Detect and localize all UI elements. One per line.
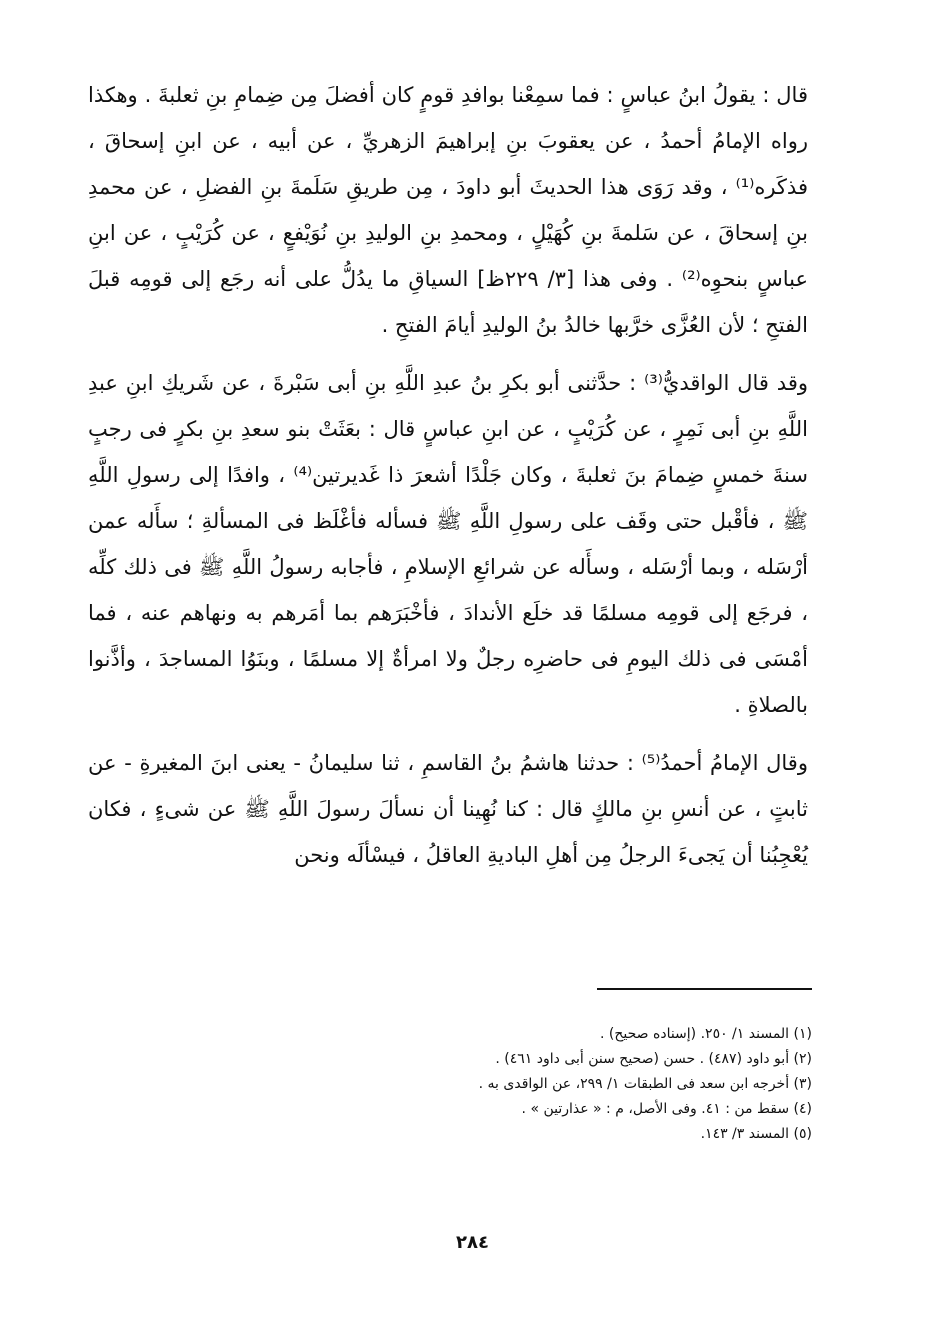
footnote-4: (٤) سقط من : ٤١. وفى الأصل، م : « عذارتين » . (521, 1101, 812, 1117)
main-text (88, 72, 808, 878)
paragraph-2: وقد قال الواقديُّ⁽³⁾ : حدَّثنى أبو بكرِ بنُ عبدِ اللَّهِ بنِ أبى سَبْرةَ ، عن شَريكِ ابنِ عبدِ اللَّهِ بنِ أبى نَمِرٍ ، عن كُرَيْبٍ ، عن ابنِ عباسٍ قال : بعَثَتْ بنو سعدِ بنِ بكرٍ فى رجبٍ سنةَ خمسٍ ضِمامَ بنَ ثعلبةَ ، وكان جَلْدًا أشعرَ ذا غَديرتين⁽⁴⁾ ، وافدًا إلى رسولِ اللَّهِ ﷺ ، فأقْبل حتى وقَف على رسولِ اللَّهِ ﷺ فسأله فأغْلَظ فى المسألةِ ؛ سأَله عمن أرْسَله ، وبما أرْسَله ، وسأَله عن شرائعِ الإسلامِ ، فأجابه رسولُ اللَّهِ ﷺ فى ذلك كلِّه ، فرجَع إلى قومِه مسلمًا قد خلَع الأندادَ ، فأخْبَرَهم بما أمَرهم به ونهاهم عنه ، فما أمْسَى فى ذلك اليومِ فى حاضرِه رجلٌ ولا امرأةٌ إلا مسلمًا ، وبنَوُا المساجدَ ، وأذَّنوا بالصلاةِ . (88, 371, 808, 717)
footnotes (300, 1022, 812, 1147)
footnote-2: (٢) أبو داود (٤٨٧) . حسن (صحيح سنن أبى داود ٤٦١) . (495, 1051, 812, 1067)
footnote-3: (٣) أخرجه ابن سعد فى الطبقات ١/ ٢٩٩، عن الواقدى به . (478, 1076, 812, 1092)
footnote-separator (597, 988, 812, 990)
paragraph-1: قال : يقولُ ابنُ عباسٍ : فما سمِعْنا بوافدِ قومٍ كان أفضلَ مِن ضِمامِ بنِ ثعلبةَ . وهكذا رواه الإمامُ أحمدُ ، عن يعقوبَ بنِ إبراهيمَ الزهريِّ ، عن أبيه ، عن ابنِ إسحاقَ ، فذكَره⁽¹⁾ ، وقد رَوَى هذا الحديثَ أبو داودَ ، مِن طريقِ سَلَمةَ بنِ الفضلِ ، عن محمدِ بنِ إسحاقَ ، عن سَلمةَ بنِ كُهَيْلٍ ، ومحمدِ بنِ الوليدِ بنِ نُوَيْفعٍ ، عن كُرَيْبٍ ، عن ابنِ عباسٍ بنحوِه⁽²⁾ . وفى هذا [٣/ ٢٢٩ظ] السياقِ ما يدُلُّ على أنه رجَع إلى قومِه قبلَ الفتحِ ؛ لأن العُزَّى خرَّبها خالدُ بنُ الوليدِ أيامَ الفتحِ . (88, 83, 809, 337)
footnote-1: (١) المسند ١/ ٢٥٠. (إسناده صحيح) . (600, 1026, 812, 1042)
paragraph-3: وقال الإمامُ أحمدُ⁽⁵⁾ : حدثنا هاشمُ بنُ القاسمِ ، ثنا سليمانُ - يعنى ابنَ المغيرةِ - عن ثابتٍ ، عن أنسِ بنِ مالكٍ قال : كنا نُهِينا أن نسألَ رسولَ اللَّهِ ﷺ عن شىءٍ ، فكان يُعْجِبُنا أن يَجىءَ الرجلُ مِن أهلِ الباديةِ العاقلُ ، فيسْألَه ونحن (88, 751, 808, 867)
page-number: ٢٨٤ (456, 1232, 489, 1253)
footnote-5: (٥) المسند ٣/ ١٤٣. (700, 1126, 812, 1142)
